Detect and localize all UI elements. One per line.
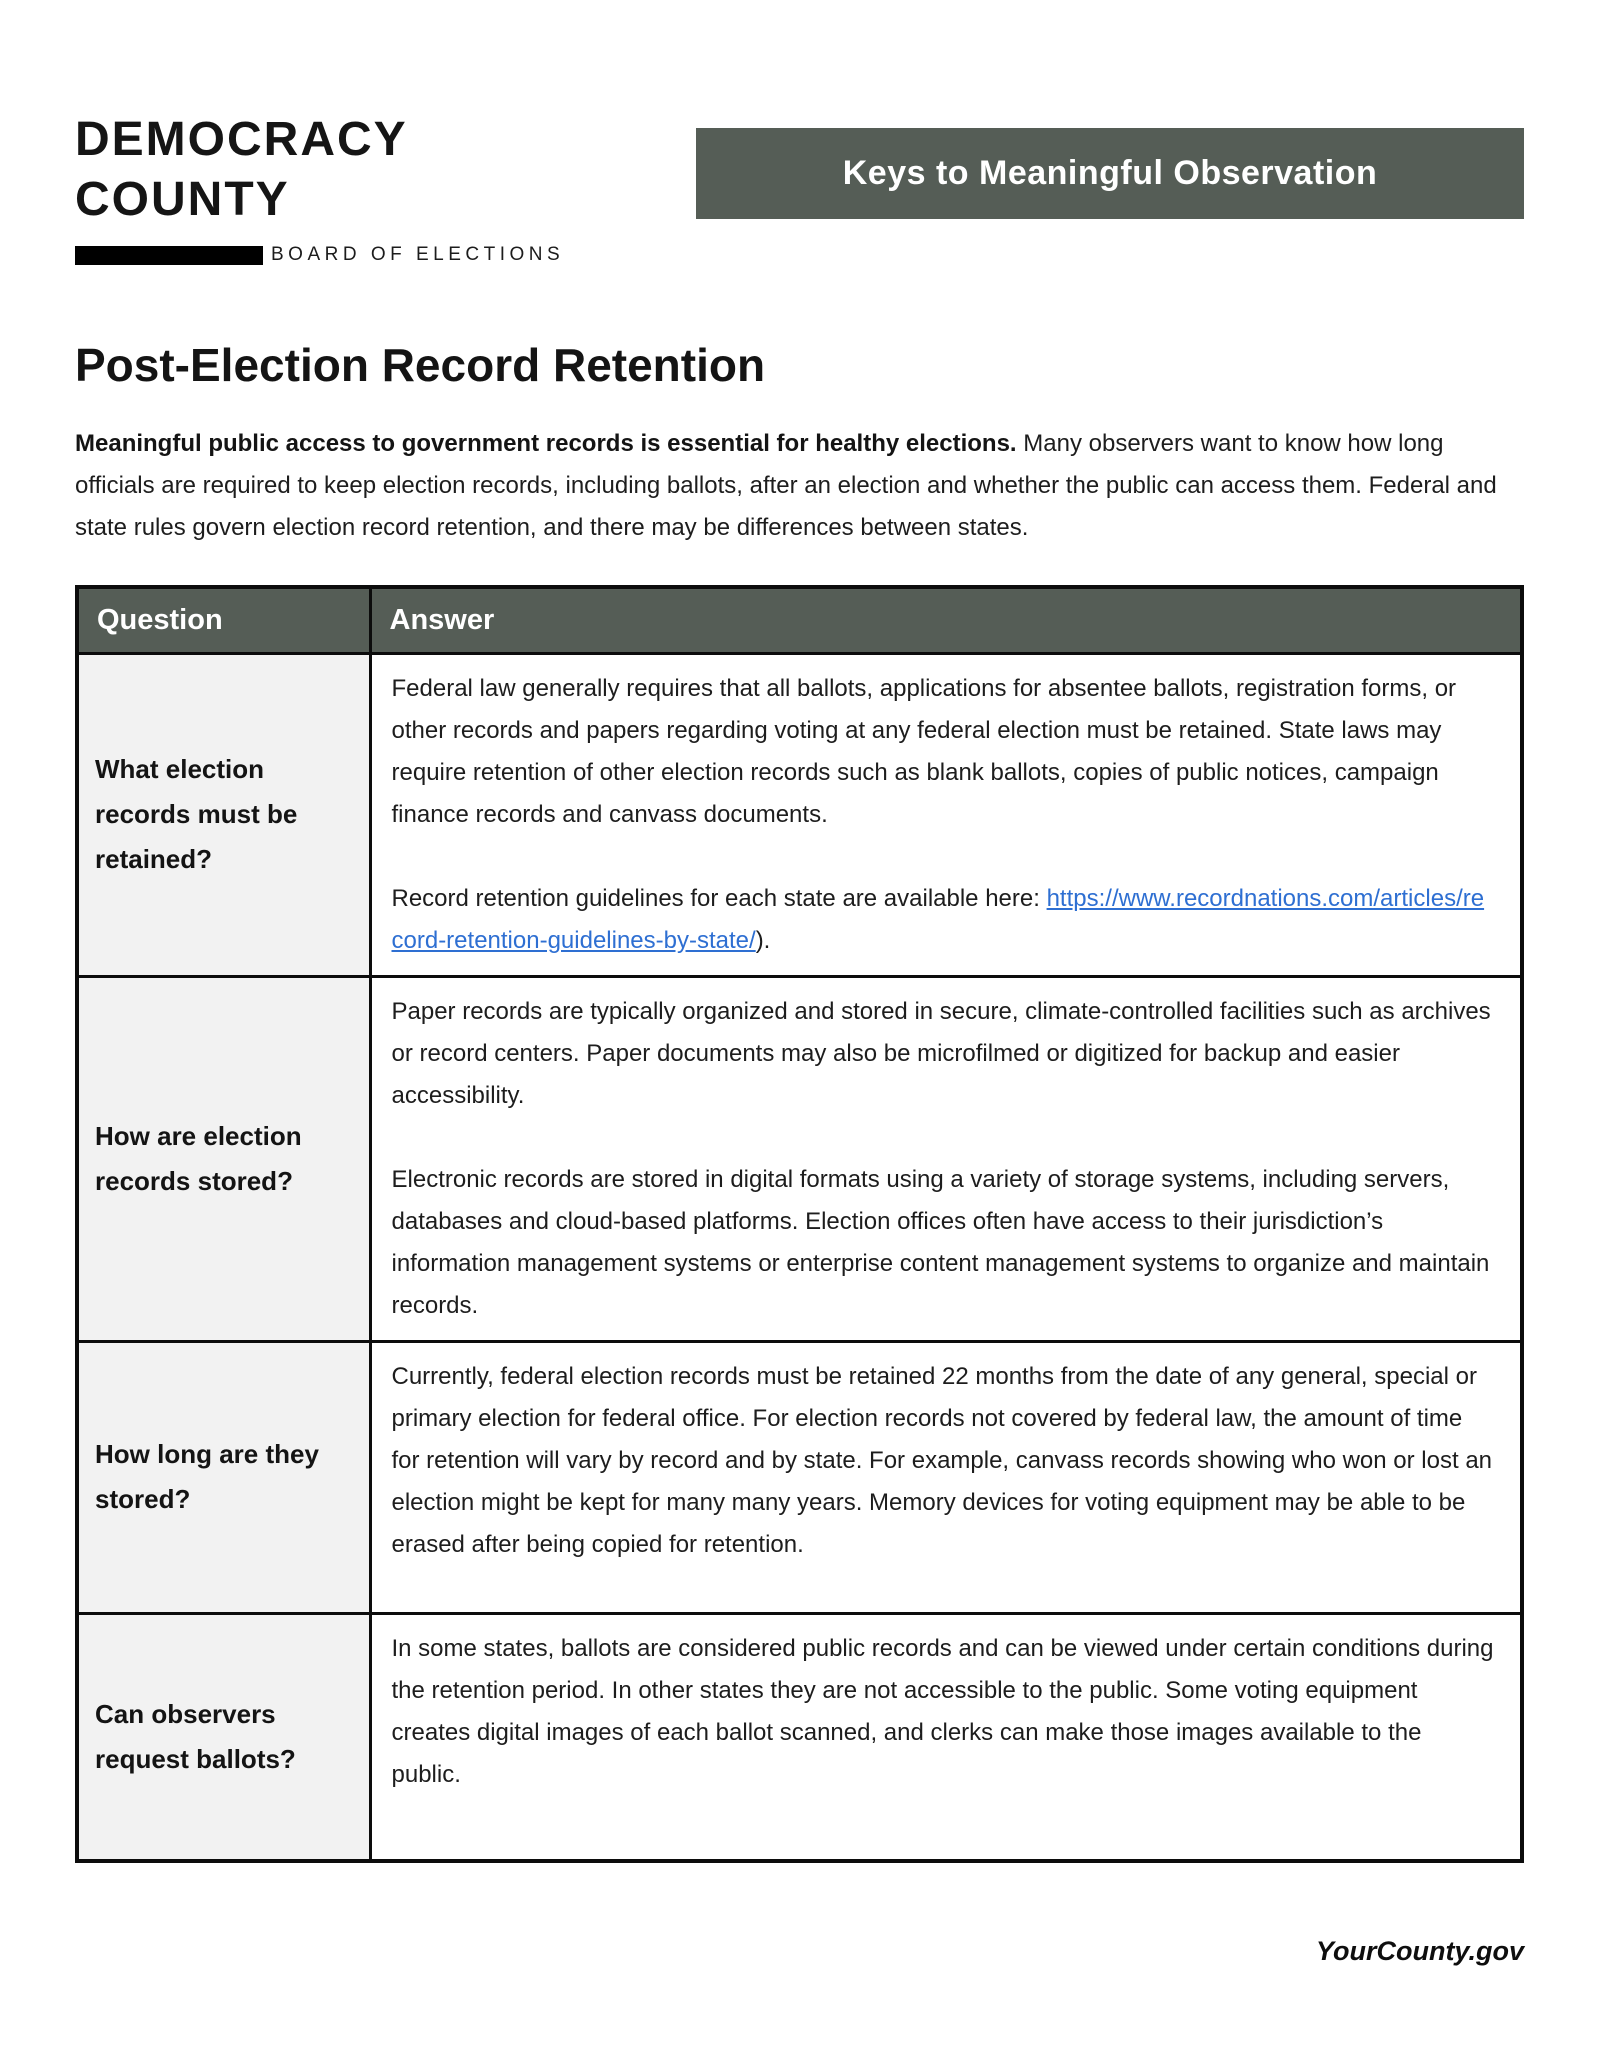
- answer-paragraph: Paper records are typically organized and stored in secure, climate-controlled facilities such as archives or record centers. Paper documents may also be microfilmed or digitized for backup and easier accessibility.: [391, 997, 1491, 1109]
- answer-paragraph: [392, 878, 1497, 962]
- table-row: [77, 976, 1522, 1341]
- series-banner: Keys to Meaningful Observation: [696, 128, 1524, 219]
- answer-paragraph: Electronic records are stored in digital formats using a variety of storage systems, including servers, databases and cloud-based platforms. Election offices often have access to their jurisdiction’s information management systems or enterprise content management systems to organize and maintain records.: [391, 1165, 1490, 1319]
- question-cell: Can observers request ballots?: [77, 1613, 370, 1861]
- answer-paragraph: Currently, federal election records must be retained 22 months from the date of any general, special or primary election for federal office. For election records not covered by federal law, the amount of time for retention will vary by record and by state. For example, canvass records showing who won or lost an election might be kept for many many years. Memory devices for voting equipment may be able to be erased after being copied for retention.: [391, 1362, 1493, 1558]
- answer-cell: [370, 653, 1522, 976]
- answer-cell: [370, 976, 1522, 1341]
- page-header: [75, 0, 1524, 266]
- table-row: [77, 1341, 1522, 1613]
- logo-bar: [75, 246, 263, 265]
- record-retention-guidelines-link[interactable]: https://www.recordnations.com/articles/record-retention-guidelines-by-state/: [391, 884, 1485, 954]
- answer-cell: [370, 1613, 1522, 1861]
- question-cell: What election records must be retained?: [77, 653, 370, 976]
- logo-tagline: BOARD OF ELECTIONS: [271, 244, 565, 265]
- question-cell: How are election records stored?: [77, 976, 370, 1341]
- link-suffix-text: ).: [755, 926, 771, 954]
- table-row: [77, 1613, 1522, 1861]
- answer-paragraph: In some states, ballots are considered public records and can be viewed under certain conditions during the retention period. In other states they are not accessible to the public. Some voting equipment creates digital images of each ballot scanned, and clerks can make those images available to the public.: [391, 1634, 1494, 1788]
- footer-website: YourCounty.gov: [1316, 1936, 1524, 1966]
- democracy-county-logo: [75, 110, 564, 266]
- intro-body: Many observers want to know how long officials are required to keep election records, including ballots, after an election and whether the public can access them. Federal and state rules govern election record retention, and there may be differences between states.: [75, 429, 1497, 541]
- question-column-header: Question: [77, 587, 370, 654]
- table-row: [77, 653, 1522, 976]
- answer-column-header: Answer: [370, 587, 1522, 654]
- logo-line-1: DEMOCRACY: [75, 113, 408, 166]
- answer-cell: [370, 1341, 1522, 1613]
- table-header-row: [77, 587, 1522, 654]
- intro-paragraph: [75, 423, 1524, 549]
- logo-line-2: COUNTY: [75, 173, 290, 226]
- answer-paragraph: Federal law generally requires that all ballots, applications for absentee ballots, registration forms, or other records and papers regarding voting at any federal election must be retained. State laws may require retention of other election records such as blank ballots, copies of public notices, campaign finance records and canvass documents.: [391, 674, 1457, 828]
- question-cell: How long are they stored?: [77, 1341, 370, 1613]
- question-answer-table: [75, 585, 1524, 1864]
- intro-lead: Meaningful public access to government records is essential for healthy elections.: [75, 429, 1017, 457]
- logo-tagline-row: [75, 244, 564, 266]
- link-intro-text: Record retention guidelines for each state are available here:: [391, 884, 1047, 912]
- page-title: Post-Election Record Retention: [75, 339, 766, 391]
